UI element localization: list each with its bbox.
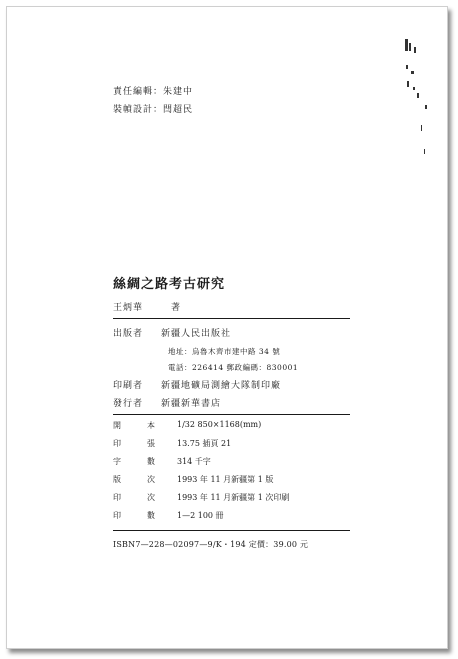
author-name: 王炳華 <box>113 303 144 313</box>
author-role: 著 <box>171 303 182 313</box>
spec-key: 數 <box>147 457 155 466</box>
spec-key: 印 <box>113 439 121 448</box>
printer-label: 印刷者 <box>113 381 144 391</box>
credits-block <box>113 83 193 119</box>
publisher-label: 出版者 <box>113 329 144 339</box>
spec-value: 1—2 100 冊 <box>177 511 224 520</box>
spec-key: 本 <box>147 421 155 430</box>
book-title: 絲綢之路考古研究 <box>113 277 226 292</box>
printer-name: 新疆地礦局測繪大隊制印廠 <box>161 381 282 391</box>
designer-credit: 裝幀設計：閆超民 <box>113 105 194 115</box>
spec-key: 次 <box>147 475 155 484</box>
editor-credit: 責任編輯：朱建中 <box>113 87 194 97</box>
spec-key: 開 <box>113 421 121 430</box>
spec-key: 印 <box>113 493 121 502</box>
divider-rule <box>113 530 350 531</box>
spec-key: 數 <box>147 511 155 520</box>
publisher-address: 地址：烏魯木齊市建中路 34 號 <box>168 347 281 356</box>
spec-key: 次 <box>147 493 155 502</box>
author-line <box>113 300 182 313</box>
spec-key: 字 <box>113 457 121 466</box>
distributor-label: 發行者 <box>113 399 144 409</box>
spec-value: 13.75 插頁 21 <box>177 439 232 448</box>
isbn-price-line: ISBN7—228—02097—9/K・194 定價：39.00 元 <box>113 540 309 549</box>
spec-key: 印 <box>113 511 121 520</box>
spec-value: 1993 年 11 月新疆第 1 次印刷 <box>177 493 290 502</box>
spec-key: 張 <box>147 439 155 448</box>
printer-line <box>113 378 281 391</box>
distributor-name: 新疆新華書店 <box>161 399 222 409</box>
divider-rule <box>113 318 350 319</box>
spec-key: 版 <box>113 475 121 484</box>
scan-edge-marks <box>403 29 431 159</box>
publisher-contact: 電話：226414 郵政編碼：830001 <box>168 363 299 372</box>
spec-value: 314 千字 <box>177 457 211 466</box>
publisher-line <box>113 326 231 339</box>
publisher-name: 新疆人民出版社 <box>161 329 232 339</box>
spec-value: 1/32 850×1168(mm) <box>177 420 262 429</box>
spec-value: 1993 年 11 月新疆第 1 版 <box>177 475 274 484</box>
distributor-line <box>113 396 221 409</box>
divider-rule <box>113 414 350 415</box>
